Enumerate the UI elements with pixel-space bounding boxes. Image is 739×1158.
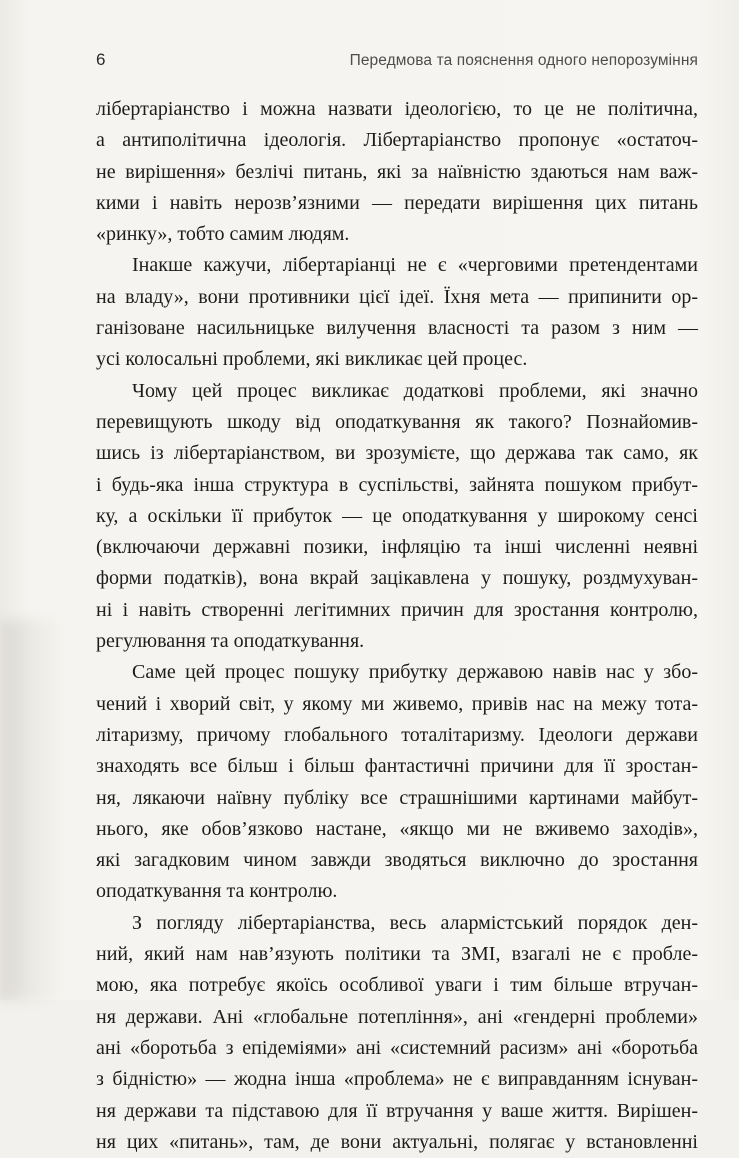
text-line: мою, яка потребує якоїсь особливої уваги і тим більше втручан- bbox=[96, 974, 698, 997]
text-line: усі колосальні проблеми, які викликає цей процес. bbox=[96, 348, 528, 371]
text-line: знаходять все більш і більш фантастичні причини для її зростан- bbox=[96, 755, 698, 778]
page-edge-shadow bbox=[0, 620, 60, 1000]
page-number: 6 bbox=[96, 50, 106, 69]
text-line: з бідністю» — жодна інша «проблема» не є виправданням існуван- bbox=[96, 1068, 698, 1091]
text-line: ні і навіть створенні легітимних причин для зростання контролю, bbox=[96, 598, 698, 621]
paragraph bbox=[96, 376, 698, 658]
text-line: на владу», вони противники цієї ідеї. Їхня мета — припинити ор- bbox=[96, 285, 698, 308]
text-line: нього, яке обов’язково настане, «якщо ми не вживемо заходів», bbox=[96, 817, 698, 840]
text-line: шись із лібертаріанством, ви зрозумієте, що держава так само, як bbox=[96, 442, 698, 465]
text-line: чений і хворий світ, у якому ми живемо, привів нас на межу тота- bbox=[96, 692, 698, 715]
text-line: які загадковим чином завжди зводяться виключно до зростання bbox=[96, 849, 698, 872]
text-line: оподаткування та контролю. bbox=[96, 880, 338, 903]
running-header bbox=[96, 50, 698, 72]
text-line: лібертаріанство і можна назвати ідеологією, то це не політична, bbox=[96, 98, 698, 120]
text-line: а антиполітична ідеологія. Лібертаріанство пропонує «остаточ- bbox=[96, 129, 698, 152]
text-line: перевищують шкоду від оподаткування як такого? Познайомив- bbox=[96, 410, 698, 433]
text-line: «ринку», тобто самим людям. bbox=[96, 223, 350, 246]
text-line: ані «боротьба з епідеміями» ані «системний расизм» ані «боротьба bbox=[96, 1036, 698, 1059]
text-line: (включаючи державні позики, інфляцію та інші численні неявні bbox=[96, 536, 698, 559]
body-text bbox=[96, 94, 698, 1158]
text-line: Чому цей процес викликає додаткові проблеми, які значно bbox=[132, 379, 698, 402]
text-line: ня, лякаючи наївну публіку все страшнішими картинами майбут- bbox=[96, 786, 698, 809]
text-line: Саме цей процес пошуку прибутку державою навів нас у збо- bbox=[132, 661, 698, 684]
paragraph bbox=[96, 908, 698, 1158]
text-line: ку, а оскільки її прибуток — це оподаткування у широкому сенсі bbox=[96, 504, 698, 527]
text-line: ня цих «питань», там, де вони актуальні, полягає у встановленні bbox=[96, 1130, 698, 1153]
text-line: ня держави. Ані «глобальне потепління», ані «гендерні проблеми» bbox=[96, 1005, 698, 1028]
text-line: З погляду лібертаріанства, весь алармістський порядок ден- bbox=[132, 911, 698, 934]
text-line: кими і навіть нерозв’язними — передати вирішення цих питань bbox=[96, 191, 698, 214]
text-line: літаризму, причому глобального тоталітаризму. Ідеологи держави bbox=[96, 723, 698, 746]
text-line: Інакше кажучи, лібертаріанці не є «черговими претендентами bbox=[132, 254, 698, 277]
text-line: ганізоване насильницьке вилучення власності та разом з ним — bbox=[96, 317, 698, 340]
paragraph bbox=[96, 657, 698, 907]
text-line: ня держави та підставою для її втручання у ваше життя. Вирішен- bbox=[96, 1099, 698, 1122]
text-line: не вирішення» безлічі питань, які за наївністю здаються нам важ- bbox=[96, 160, 698, 183]
text-line: і будь-яка інша структура в суспільстві, зайнята пошуком прибут- bbox=[96, 473, 698, 496]
paragraph bbox=[96, 94, 698, 250]
paragraph bbox=[96, 250, 698, 375]
text-line: форми податків), вона вкрай зацікавлена у пошуку, роздмухуван- bbox=[96, 567, 698, 590]
text-line: регулювання та оподаткування. bbox=[96, 630, 365, 653]
text-line: ний, який нам нав’язують політики та ЗМІ, взагалі не є пробле- bbox=[96, 943, 698, 966]
running-header-title: Передмова та пояснення одного непорозуміння bbox=[349, 52, 698, 69]
